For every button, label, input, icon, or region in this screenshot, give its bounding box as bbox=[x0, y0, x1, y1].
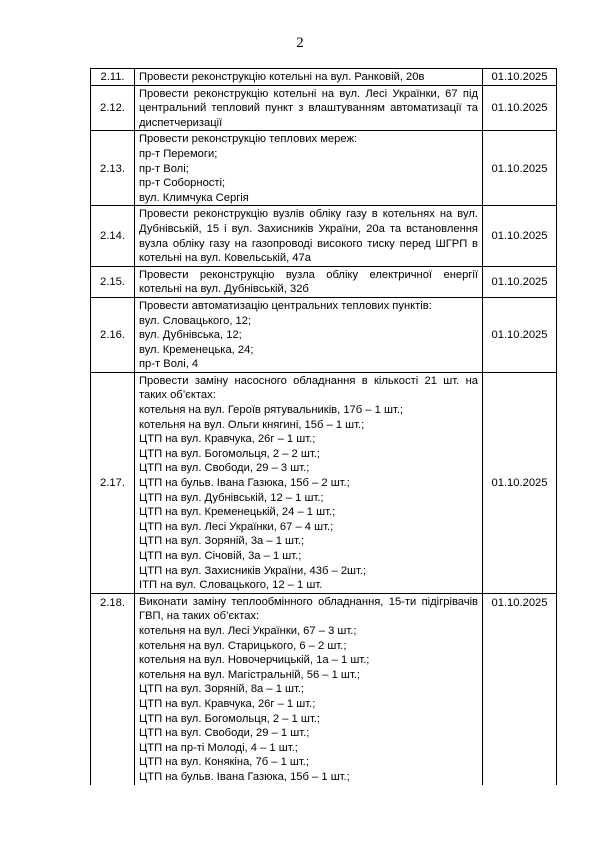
row-description bbox=[135, 297, 483, 372]
table-row bbox=[91, 131, 557, 206]
list-line: ЦТП на бульв. Івана Газюка, 15б – 1 шт.; bbox=[139, 770, 350, 783]
list-line: пр-т Волі, 4 bbox=[139, 358, 199, 371]
list-line: котельня на вул. Героїв рятувальників, 17б – 1 шт.; bbox=[139, 404, 404, 417]
list-line: ІТП на вул. Словацького, 12 – 1 шт. bbox=[139, 579, 323, 592]
list-line: ЦТП на вул. Кравчука, 26г – 1 шт.; bbox=[139, 433, 316, 446]
row-number: 2.16. bbox=[91, 297, 135, 372]
list-line: пр-т Волі; bbox=[139, 162, 189, 175]
table-row bbox=[91, 297, 557, 372]
page-number: 2 bbox=[296, 35, 304, 51]
list-line: ЦТП на вул. Кременецькій, 24 – 1 шт.; bbox=[139, 506, 336, 519]
row-description bbox=[135, 372, 483, 593]
list-line: пр-т Соборності; bbox=[139, 177, 226, 190]
row-number: 2.12. bbox=[91, 85, 135, 131]
list-intro: Виконати заміну теплообмінного обладнання, 15-ти підігрівачів ГВП, на таких об’єктах: bbox=[139, 595, 478, 623]
list-line: ЦТП на бульв. Івана Газюка, 15б – 2 шт.; bbox=[139, 477, 350, 490]
table-row bbox=[91, 69, 557, 86]
table-row bbox=[91, 266, 557, 297]
row-deadline: 01.10.2025 bbox=[483, 69, 557, 86]
row-number: 2.15. bbox=[91, 266, 135, 297]
list-line: вул. Словацького, 12; bbox=[139, 314, 252, 327]
list-line: ЦТП на вул. Січовій, 3а – 1 шт.; bbox=[139, 550, 302, 562]
row-number: 2.13. bbox=[91, 131, 135, 206]
row-deadline: 01.10.2025 bbox=[483, 131, 557, 206]
table-row bbox=[91, 593, 557, 784]
row-number: 2.18. bbox=[91, 593, 135, 784]
list-line: ЦТП на вул. Свободи, 29 – 1 шт.; bbox=[139, 727, 310, 740]
list-line: котельня на вул. Лесі Українки, 67 – 3 шт.; bbox=[139, 624, 357, 637]
list-line: ЦТП на вул. Зоряній, 3а – 1 шт.; bbox=[139, 535, 305, 548]
row-description: Провести реконструкцію вузлів обліку газу в котельнях на вул. Дубнівській, 15 і вул. Захисників України, 20а та встановлення вузла обліку газу на газопроводі високого тиску перед ШГРП в котельні на вул. Ковельській, 47а bbox=[135, 206, 483, 266]
row-description: Провести реконструкцію котельні на вул. Лесі Українки, 67 під центральний тепловий пункт з влаштуванням автоматизації та диспетчеризації bbox=[135, 85, 483, 131]
list-line: вул. Климчука Сергія bbox=[139, 191, 249, 204]
row-deadline: 01.10.2025 bbox=[483, 593, 557, 784]
row-description bbox=[135, 593, 483, 784]
list-line: ЦТП на вул. Конякіна, 7б – 1 шт.; bbox=[139, 756, 310, 769]
list-line: вул. Дубнівська, 12; bbox=[139, 329, 242, 342]
row-deadline: 01.10.2025 bbox=[483, 372, 557, 593]
list-line: котельня на вул. Новочерчицькій, 1а – 1 шт.; bbox=[139, 654, 370, 667]
row-description: Провести реконструкцію вузла обліку електричної енергії котельні на вул. Дубнівській, 32б bbox=[135, 266, 483, 297]
row-number: 2.17. bbox=[91, 372, 135, 593]
list-line: Провести реконструкцію теплових мереж: bbox=[139, 133, 358, 146]
row-description: Провести реконструкцію котельні на вул. Ранковій, 20в bbox=[135, 69, 483, 86]
list-line: ЦТП на пр-ті Молоді, 4 – 1 шт.; bbox=[139, 741, 298, 754]
table-row bbox=[91, 85, 557, 131]
list-line: ЦТП на вул. Богомольця, 2 – 2 шт.; bbox=[139, 447, 320, 460]
list-line: Провести автоматизацію центральних теплових пунктів: bbox=[139, 299, 432, 312]
list-line: ЦТП на вул. Зоряній, 8а – 1 шт.; bbox=[139, 683, 305, 696]
row-number: 2.14. bbox=[91, 206, 135, 266]
row-deadline: 01.10.2025 bbox=[483, 206, 557, 266]
row-description bbox=[135, 131, 483, 206]
list-line: ЦТП на вул. Свободи, 29 – 3 шт.; bbox=[139, 462, 310, 475]
list-line: ЦТП на вул. Захисників України, 43б – 2шт.; bbox=[139, 564, 367, 577]
list-line: пр-т Перемоги; bbox=[139, 147, 218, 160]
table-row bbox=[91, 372, 557, 593]
list-line: ЦТП на вул. Дубнівській, 12 – 1 шт.; bbox=[139, 491, 324, 504]
list-line: вул. Кременецька, 24; bbox=[139, 343, 254, 356]
list-line: котельня на вул. Магістральній, 56 – 1 шт.; bbox=[139, 668, 361, 681]
list-intro: Провести заміну насосного обладнання в кількості 21 шт. на таких об’єктах: bbox=[139, 374, 478, 402]
list-line: ЦТП на вул. Кравчука, 26г – 1 шт.; bbox=[139, 697, 316, 710]
table-row bbox=[91, 206, 557, 266]
measures-table bbox=[90, 68, 557, 785]
row-deadline: 01.10.2025 bbox=[483, 266, 557, 297]
list-line: котельня на вул. Старицького, 6 – 2 шт.; bbox=[139, 639, 347, 652]
row-number: 2.11. bbox=[91, 69, 135, 86]
list-line: ЦТП на вул. Лесі Українки, 67 – 4 шт.; bbox=[139, 520, 334, 533]
list-line: котельня на вул. Ольги княгині, 15б – 1 шт.; bbox=[139, 418, 365, 431]
row-deadline: 01.10.2025 bbox=[483, 85, 557, 131]
row-deadline: 01.10.2025 bbox=[483, 297, 557, 372]
list-line: ЦТП на вул. Богомольця, 2 – 1 шт.; bbox=[139, 712, 320, 725]
